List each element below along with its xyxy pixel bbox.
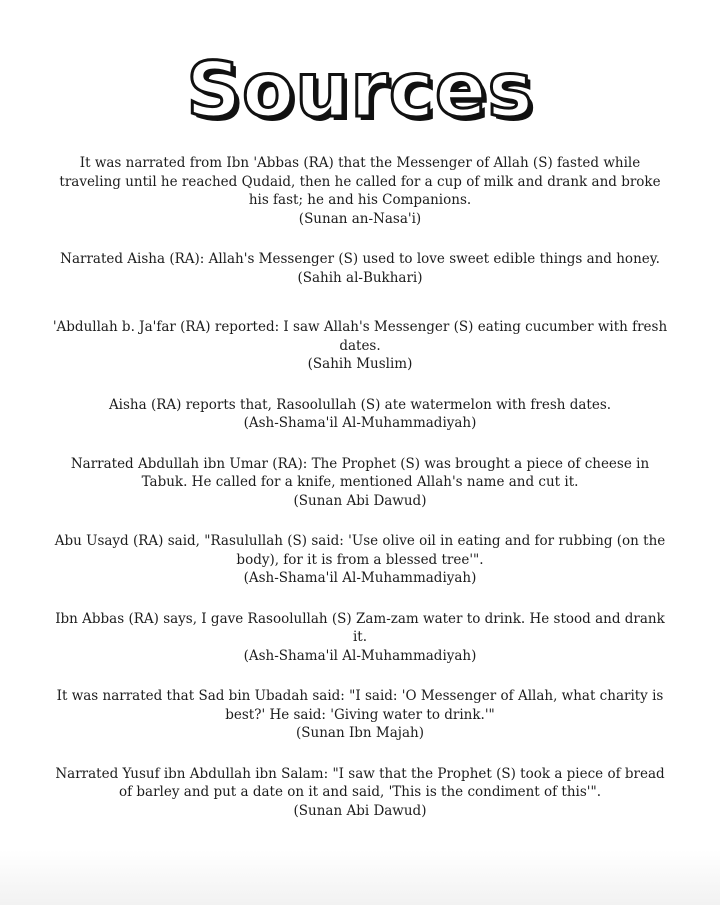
entry-citation: (Ash-Shama'il Al-Muhammadiyah) (243, 647, 477, 664)
entry-citation: (Ash-Shama'il Al-Muhammadiyah) (243, 415, 477, 431)
entry-text: Narrated Abdullah ibn Umar (RA): The Prophet (S) was brought a piece of cheese in Tabuk. He called for a knife, mentioned Allah's name and cut it. (70, 455, 650, 490)
entry-text: Narrated Aisha (RA): Allah's Messenger (S) used to love sweet edible things and honey. (Sahih al-Bukhari) (60, 251, 660, 286)
source-entry (50, 318, 670, 374)
source-entry (50, 455, 670, 511)
entry-citation: (Sunan Abi Dawud) (293, 802, 427, 819)
entry-citation: (Ash-Shama'il Al-Muhammadiyah) (243, 570, 477, 586)
source-entry (50, 610, 670, 666)
source-entry (50, 396, 670, 433)
entry-text: It was narrated from Ibn 'Abbas (RA) that the Messenger of Allah (S) fasted while traveling until he reached Qudaid, then he called for a cup of milk and drank and broke his fast; he and his Companions. (59, 155, 661, 208)
source-entry (50, 532, 670, 588)
entry-citation: (Sahih Muslim) (307, 356, 413, 372)
source-entry (50, 765, 670, 821)
page-bottom-edge (0, 850, 720, 905)
entry-text: Abu Usayd (RA) said, "Rasulullah (S) said: 'Use olive oil in eating and for rubbing (on the body), for it is from a blessed tree'". (54, 533, 666, 568)
entry-citation: (Sunan Abi Dawud) (293, 492, 427, 509)
page-title: Sources (186, 45, 534, 134)
entry-text: Aisha (RA) reports that, Rasoolullah (S) ate watermelon with fresh dates. (108, 396, 612, 413)
source-entry (50, 250, 670, 287)
source-entry (50, 687, 670, 743)
entry-text: Ibn Abbas (RA) says, I gave Rasoolullah (S) Zam-zam water to drink. He stood and drank it. (55, 610, 665, 645)
source-entry (50, 154, 670, 228)
entry-text: 'Abdullah b. Ja'far (RA) reported: I saw Allah's Messenger (S) eating cucumber with fresh dates. (52, 319, 668, 354)
entry-text: Narrated Yusuf ibn Abdullah ibn Salam: "I saw that the Prophet (S) took a piece of bread of barley and put a date on it and said, 'This is the condiment of this'". (55, 765, 665, 800)
entry-text: It was narrated that Sad bin Ubadah said: "I said: 'O Messenger of Allah, what charity is best?' He said: 'Giving water to drink.'" (56, 688, 664, 723)
sources-list (50, 154, 670, 820)
entry-citation: (Sunan Ibn Majah) (296, 725, 424, 741)
entry-citation: (Sunan an-Nasa'i) (298, 210, 422, 227)
